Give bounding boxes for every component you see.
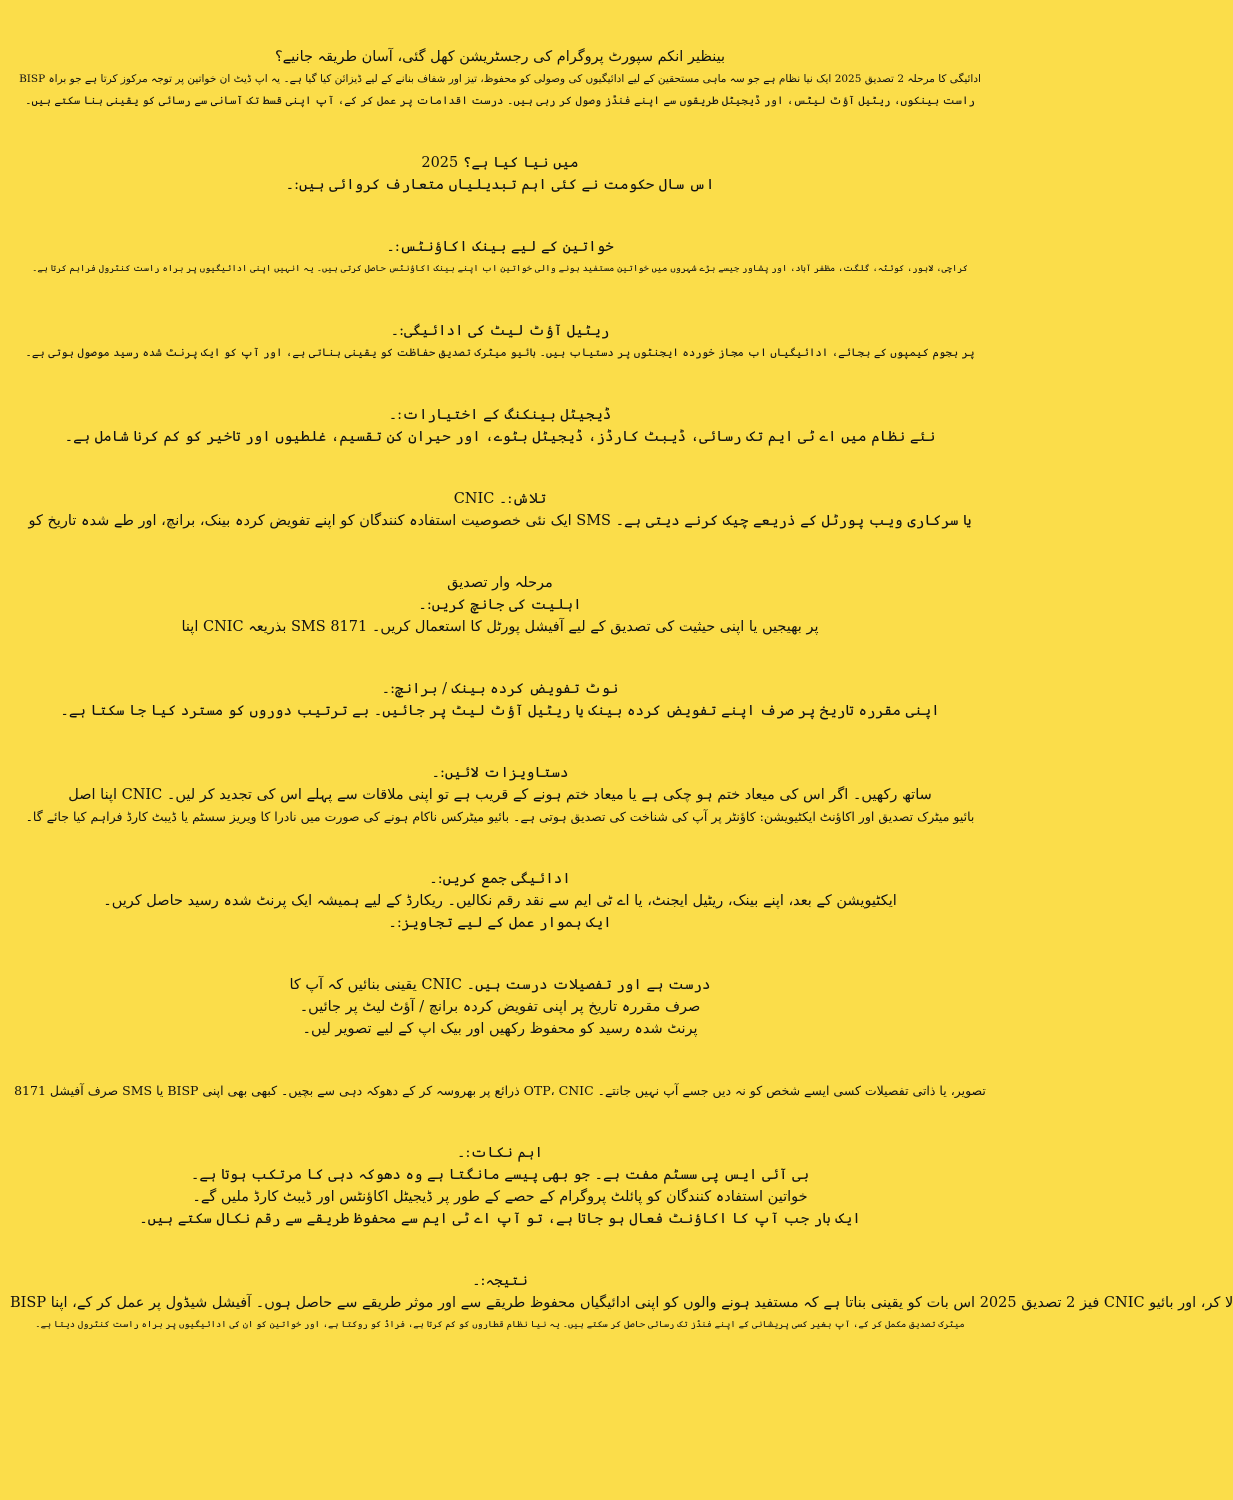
bank-accounts-text: کراچی، لاہور، کوئٹہ، گلگت، مظفر آباد، اور پشاور جیسے بڑے شہروں میں خواتین مستفید ہونے والی خواتین اب اپنے بینک اکاؤنٹس حاصل کرتی ہیں۔ یہ انہیں اپنی ادائیگیوں پر براہ راست کنٹرول فراہم کرتا ہے۔ <box>32 264 968 274</box>
tip-item: درست ہے اور تفصیلات درست ہیں۔ CNIC یقینی بنائیں کہ آپ کا <box>289 977 711 993</box>
conclusion-heading: نتیجہ:۔ <box>472 1273 528 1289</box>
branch-heading: نوٹ تفویض کردہ بینک / برانچ:۔ <box>381 681 619 697</box>
documents-text-line-1: ساتھ رکھیں۔ اگر اس کی میعاد ختم ہو چکی ہے یا میعاد ختم ہونے کے قریب ہے تو اپنی ملاقات سے پہلے اس کی تجدید کر لیں۔ CNIC اپنا اصل <box>68 787 932 803</box>
tip-item: صرف مقررہ تاریخ پر اپنی تفویض کردہ برانچ / آؤٹ لیٹ پر جائیں۔ <box>299 999 701 1015</box>
intro-paragraph-line-2: راست بینکوں، ریٹیل آؤٹ لیٹس، اور ڈیجیٹل طریقوں سے اپنے فنڈز وصول کر رہی ہیں۔ درست اقدامات پر عمل کر کے، آپ اپنی قسط تک آسانی سے رسائی کو یقینی بنا سکتے ہیں۔ <box>25 94 975 107</box>
payment-text: ایکٹیویشن کے بعد، اپنے بینک، ریٹیل ایجنٹ، یا اے ٹی ایم سے نقد رقم نکالیں۔ ریکارڈ کے لیے ہمیشہ ایک پرنٹ شدہ رسید حاصل کریں۔ <box>103 893 897 909</box>
key-point-item: ایک بار جب آپ کا اکاؤنٹ فعال ہو جاتا ہے، تو آپ اے ٹی ایم سے محفوظ طریقے سے رقم نکال سکتے ہیں۔ <box>139 1211 861 1227</box>
key-points-heading: اہم نکات:۔ <box>457 1145 543 1161</box>
conclusion-text-line-2: میٹرک تصدیق مکمل کر کے، آپ بغیر کسی پریشانی کے اپنے فنڈز تک رسائی حاصل کر سکتے ہیں۔ یہ نیا نظام قطاروں کو کم کرتا ہے، فراڈ کو روکتا ہے، اور خواتین کو ان کی ادائیگیوں پر براہ راست کنٹرول دیتا ہے۔ <box>35 1320 965 1330</box>
retail-heading: ریٹیل آؤٹ لیٹ کی ادائیگی:۔ <box>390 323 610 339</box>
fraud-warning: تصویر، یا ذاتی تفصیلات کسی ایسے شخص کو نہ دیں جسے آپ نہیں جانتے۔ OTP، CNIC ذرائع پر بھروسہ کر کے دھوکہ دہی سے بچیں۔ کبھی بھی اپنی BISP یا SMS صرف آفیشل 8171 <box>14 1083 986 1098</box>
tip-item: پرنٹ شدہ رسید کو محفوظ رکھیں اور بیک اپ کے لیے تصویر لیں۔ <box>302 1021 698 1037</box>
conclusion-text-line-1: BISP فیز 2 تصدیق 2025 اس بات کو یقینی بناتا ہے کہ مستفید ہونے والوں کو اپنی ادائیگیاں محفوظ طریقے سے اور موثر طریقے سے حاصل ہوں۔ آفیشل شیڈول پر عمل کر کے، اپنا CNIC لا کر، اور بائیو <box>10 1295 1233 1311</box>
eligibility-heading: اہلیت کی جانچ کریں:۔ <box>418 597 582 613</box>
step-verify-heading: مرحلہ وار تصدیق <box>447 575 553 591</box>
retail-text: پر ہجوم کیمپوں کے بجائے، ادائیگیاں اب مجاز خوردہ ایجنٹوں پر دستیاب ہیں۔ بائیو میٹرک تصدیق حفاظت کو یقینی بناتی ہے، اور آپ کو ایک پرنٹ شدہ رسید موصول ہوتی ہے۔ <box>25 346 975 359</box>
whats-new-heading: میں نیا کیا ہے؟ 2025 <box>421 155 579 171</box>
digital-banking-heading: ڈیجیٹل بینکنگ کے اختیارات:۔ <box>388 407 612 423</box>
payment-heading: ادائیگی جمع کریں:۔ <box>429 871 571 887</box>
search-heading: تلاش:۔ CNIC <box>453 491 547 507</box>
eligibility-text: پر بھیجیں یا اپنی حیثیت کی تصدیق کے لیے آفیشل پورٹل کا استعمال کریں۔ SMS 8171 بذریعہ CNIC اپنا <box>181 619 819 635</box>
documents-text-line-2: بائیو میٹرک تصدیق اور اکاؤنٹ ایکٹیویشن: کاؤنٹر پر آپ کی شناخت کی تصدیق ہوتی ہے۔ بائیو میٹرکس ناکام ہونے کی صورت میں نادرا کا ویریز سسٹم یا ڈیبٹ کارڈ فراہم کیا جائے گا۔ <box>25 809 975 824</box>
intro-paragraph-line-1: ادائیگی کا مرحلہ 2 تصدیق 2025 ایک نیا نظام ہے جو سہ ماہی مستحقین کے لیے ادائیگیوں کی وصولی کو محفوظ، تیز اور شفاف بنانے کے لیے ڈیزائن کیا گیا ہے۔ یہ اپ ڈیٹ ان خواتین پر توجہ مرکوز کرتا ہے جو براہ BISP <box>19 73 981 85</box>
branch-text: اپنی مقررہ تاریخ پر صرف اپنے تفویض کردہ بینک یا ریٹیل آؤٹ لیٹ پر جائیں۔ بے ترتیب دوروں کو مسترد کیا جا سکتا ہے۔ <box>60 703 940 719</box>
key-point-item: خواتین استفادہ کنندگان کو پائلٹ پروگرام کے حصے کے طور پر ڈیجیٹل اکاؤنٹس اور ڈیبٹ کارڈ ملیں گے۔ <box>192 1189 808 1205</box>
documents-heading: دستاویزات لائیں:۔ <box>431 765 569 781</box>
article-title: بینظیر انکم سپورٹ پروگرام کی رجسٹریشن کھل گئی، آسان طریقہ جانیے؟ <box>274 49 725 65</box>
whats-new-subheading: اس سال حکومت نے کئی اہم تبدیلیاں متعارف کروائی ہیں:۔ <box>285 177 715 193</box>
key-point-item: بی آئی ایس پی سسٹم مفت ہے۔ جو بھی پیسے مانگتا ہے وہ دھوکہ دہی کا مرتکب ہوتا ہے۔ <box>190 1167 810 1183</box>
tips-heading: ایک ہموار عمل کے لیے تجاویز:۔ <box>388 915 612 931</box>
bank-accounts-heading: خواتین کے لیے بینک اکاؤنٹس:۔ <box>386 239 614 255</box>
digital-banking-text: نئے نظام میں اے ٹی ایم تک رسائی، ڈیبٹ کارڈز، ڈیجیٹل بٹوے، اور حیران کن تقسیم، غلطیوں اور تاخیر کو کم کرنا شامل ہے۔ <box>64 429 936 445</box>
search-text: یا سرکاری ویب پورٹل کے ذریعے چیک کرنے دیتی ہے۔ SMS ایک نئی خصوصیت استفادہ کنندگان کو اپنے تفویض کردہ بینک، برانچ، اور طے شدہ تاریخ کو <box>28 513 972 529</box>
